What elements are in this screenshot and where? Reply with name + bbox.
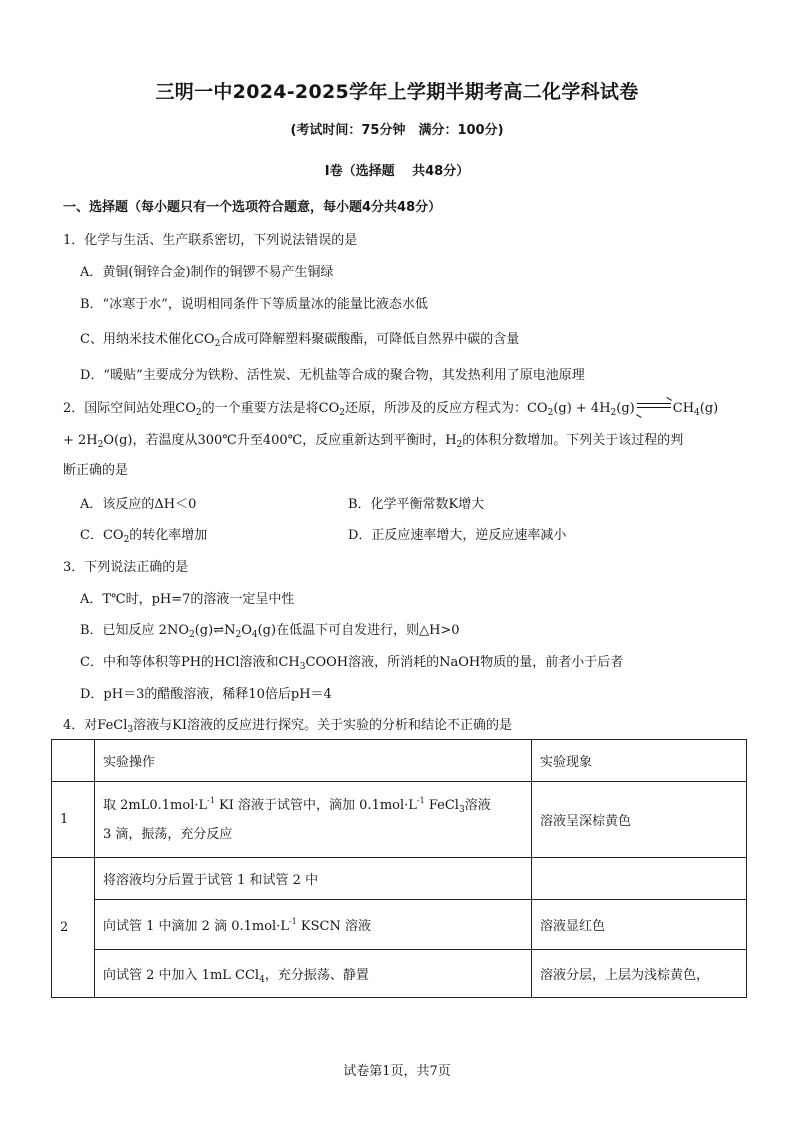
subscript: 3 bbox=[299, 662, 306, 672]
option-text: 合成可降解塑料聚碳酸酯，可降低自然界中碳的含量 bbox=[220, 332, 520, 347]
table-header-row bbox=[52, 740, 747, 782]
subscript: 2 bbox=[339, 408, 345, 418]
option-text: O bbox=[241, 623, 252, 638]
option-text: (g)⇌N bbox=[194, 623, 236, 638]
table-header-number bbox=[52, 740, 95, 782]
subscript: 4 bbox=[259, 975, 265, 985]
section-heading: 一、选择题（每小题只有一个选项符合题意，每小题4分共48分） bbox=[63, 200, 442, 215]
subscript: 2 bbox=[610, 408, 617, 418]
exam-subtitle: (考试时间：75分钟 满分：100分) bbox=[290, 123, 504, 138]
subscript: 4 bbox=[251, 630, 258, 640]
option-text: 的转化率增加 bbox=[129, 528, 208, 543]
stem-text: 的体积分数增加。下列关于该过程的判 bbox=[462, 433, 684, 448]
exam-title: 三明一中2024-2025学年上学期半期考高二化学科试卷 bbox=[155, 81, 639, 103]
table-row bbox=[52, 950, 747, 998]
question-2-option-b[interactable]: B．化学平衡常数K增大 bbox=[348, 497, 485, 512]
row-number: 2 bbox=[52, 858, 95, 998]
stem-text: 还原，所涉及的反应方程式为：CO bbox=[344, 401, 548, 416]
question-3-stem: 3．下列说法正确的是 bbox=[63, 560, 189, 575]
stem-text: (g) bbox=[616, 401, 635, 416]
table-row bbox=[52, 858, 747, 900]
subscript: 2 bbox=[123, 535, 130, 545]
subscript: 2 bbox=[97, 440, 104, 450]
table-row bbox=[52, 900, 747, 950]
stem-text: + 2H bbox=[63, 433, 98, 448]
question-1-stem: 1．化学与生活、生产联系密切，下列说法错误的是 bbox=[63, 233, 358, 248]
operation-cell bbox=[95, 900, 532, 950]
observation-cell: 溶液分层，上层为浅棕黄色， bbox=[532, 950, 747, 998]
operation-line: 3 滴，振荡，充分反应 bbox=[103, 826, 233, 842]
stem-text: O(g)，若温度从300℃升至400℃，反应重新达到平衡时，H bbox=[103, 433, 457, 448]
superscript: -1 bbox=[416, 795, 425, 805]
operation-cell: 将溶液均分后置于试管 1 和试管 2 中 bbox=[95, 858, 532, 900]
cell-text: ，充分振荡、静置 bbox=[264, 968, 369, 983]
question-1-option-a[interactable]: A．黄铜(铜锌合金)制作的铜锣不易产生铜绿 bbox=[80, 265, 334, 280]
stem-text: 2．国际空间站处理CO bbox=[63, 401, 196, 416]
subscript: 2 bbox=[214, 339, 221, 349]
cell-text: FeCl bbox=[424, 797, 459, 813]
option-text: C、用纳米技术催化CO bbox=[80, 332, 215, 347]
stem-text: 溶液与KI溶液的反应进行探究。关于实验的分析和结论不正确的是 bbox=[133, 718, 512, 733]
question-1-option-c[interactable] bbox=[80, 328, 519, 347]
superscript: -1 bbox=[288, 917, 297, 926]
subscript: 3 bbox=[458, 804, 465, 815]
cell-text: 溶液 bbox=[464, 797, 491, 813]
question-2-option-c[interactable] bbox=[80, 524, 207, 543]
question-2-stem-line-2 bbox=[63, 429, 683, 448]
question-3-option-d[interactable]: D．pH＝3的醋酸溶液，稀释10倍后pH＝4 bbox=[80, 687, 332, 702]
subscript: 2 bbox=[547, 408, 554, 418]
page-footer: 试卷第1页，共7页 bbox=[343, 1064, 451, 1079]
stem-text: (g) + 4H bbox=[553, 401, 611, 416]
cell-text: KI 溶液于试管中，滴加 0.1mol·L bbox=[214, 797, 417, 813]
subscript: 2 bbox=[235, 630, 242, 640]
question-2-option-d[interactable]: D．正反应速率增大，逆反应速率减小 bbox=[348, 528, 567, 543]
cell-text: 向试管 1 中滴加 2 滴 0.1mol·L bbox=[103, 919, 289, 934]
stem-text: 4．对FeCl bbox=[63, 718, 128, 733]
cell-text: 向试管 2 中加入 1mL CCl bbox=[103, 968, 260, 983]
question-2-stem-line-1 bbox=[63, 397, 718, 416]
question-1-option-b[interactable]: B．“冰寒于水”，说明相同条件下等质量冰的能量比液态水低 bbox=[80, 297, 428, 312]
question-2-option-a[interactable]: A．该反应的ΔH＜0 bbox=[80, 497, 197, 512]
subscript: 2 bbox=[195, 408, 202, 418]
subscript: 2 bbox=[456, 440, 463, 450]
cell-text: 取 2mL0.1mol·L bbox=[103, 797, 208, 813]
subscript: 3 bbox=[127, 725, 134, 735]
option-text: COOH溶液，所消耗的NaOH物质的量，前者小于后者 bbox=[305, 655, 624, 670]
table-row bbox=[52, 782, 747, 858]
question-3-option-c[interactable] bbox=[80, 651, 623, 670]
cell-text: KSCN 溶液 bbox=[296, 919, 371, 934]
operation-cell bbox=[95, 782, 532, 858]
row-number: 1 bbox=[52, 782, 95, 858]
question-4-stem bbox=[63, 714, 512, 733]
table-header-operation: 实验操作 bbox=[95, 740, 532, 782]
operation-line bbox=[103, 791, 523, 820]
observation-cell: 溶液呈深棕黄色 bbox=[532, 782, 747, 858]
option-text: (g)在低温下可自发进行，则△H>0 bbox=[257, 623, 460, 638]
option-text: C．CO bbox=[80, 528, 124, 543]
subscript: 2 bbox=[189, 630, 195, 640]
stem-text: (g) bbox=[699, 401, 719, 416]
observation-cell bbox=[532, 858, 747, 900]
part-heading: Ⅰ卷（选择题 共48分） bbox=[324, 164, 470, 179]
option-text: C．中和等体积等PH的HCl溶液和CH bbox=[80, 655, 300, 670]
equilibrium-arrow-icon bbox=[637, 402, 671, 410]
question-3-option-b[interactable] bbox=[80, 619, 460, 638]
stem-text: 的一个重要方法是将CO bbox=[201, 401, 340, 416]
subscript: 4 bbox=[694, 408, 700, 418]
table-header-observation: 实验现象 bbox=[532, 740, 747, 782]
operation-cell bbox=[95, 950, 532, 998]
question-3-option-a[interactable]: A．T℃时，pH=7的溶液一定呈中性 bbox=[80, 592, 295, 607]
question-1-option-d[interactable]: D．“暖贴”主要成分为铁粉、活性炭、无机盐等合成的聚合物，其发热利用了原电池原理 bbox=[80, 368, 585, 383]
observation-cell: 溶液显红色 bbox=[532, 900, 747, 950]
question-2-stem-line-3: 断正确的是 bbox=[63, 463, 129, 478]
experiment-table bbox=[51, 739, 747, 998]
superscript: -1 bbox=[207, 795, 215, 805]
stem-text: CH bbox=[672, 401, 695, 416]
option-text: B．已知反应 2NO bbox=[80, 623, 189, 638]
